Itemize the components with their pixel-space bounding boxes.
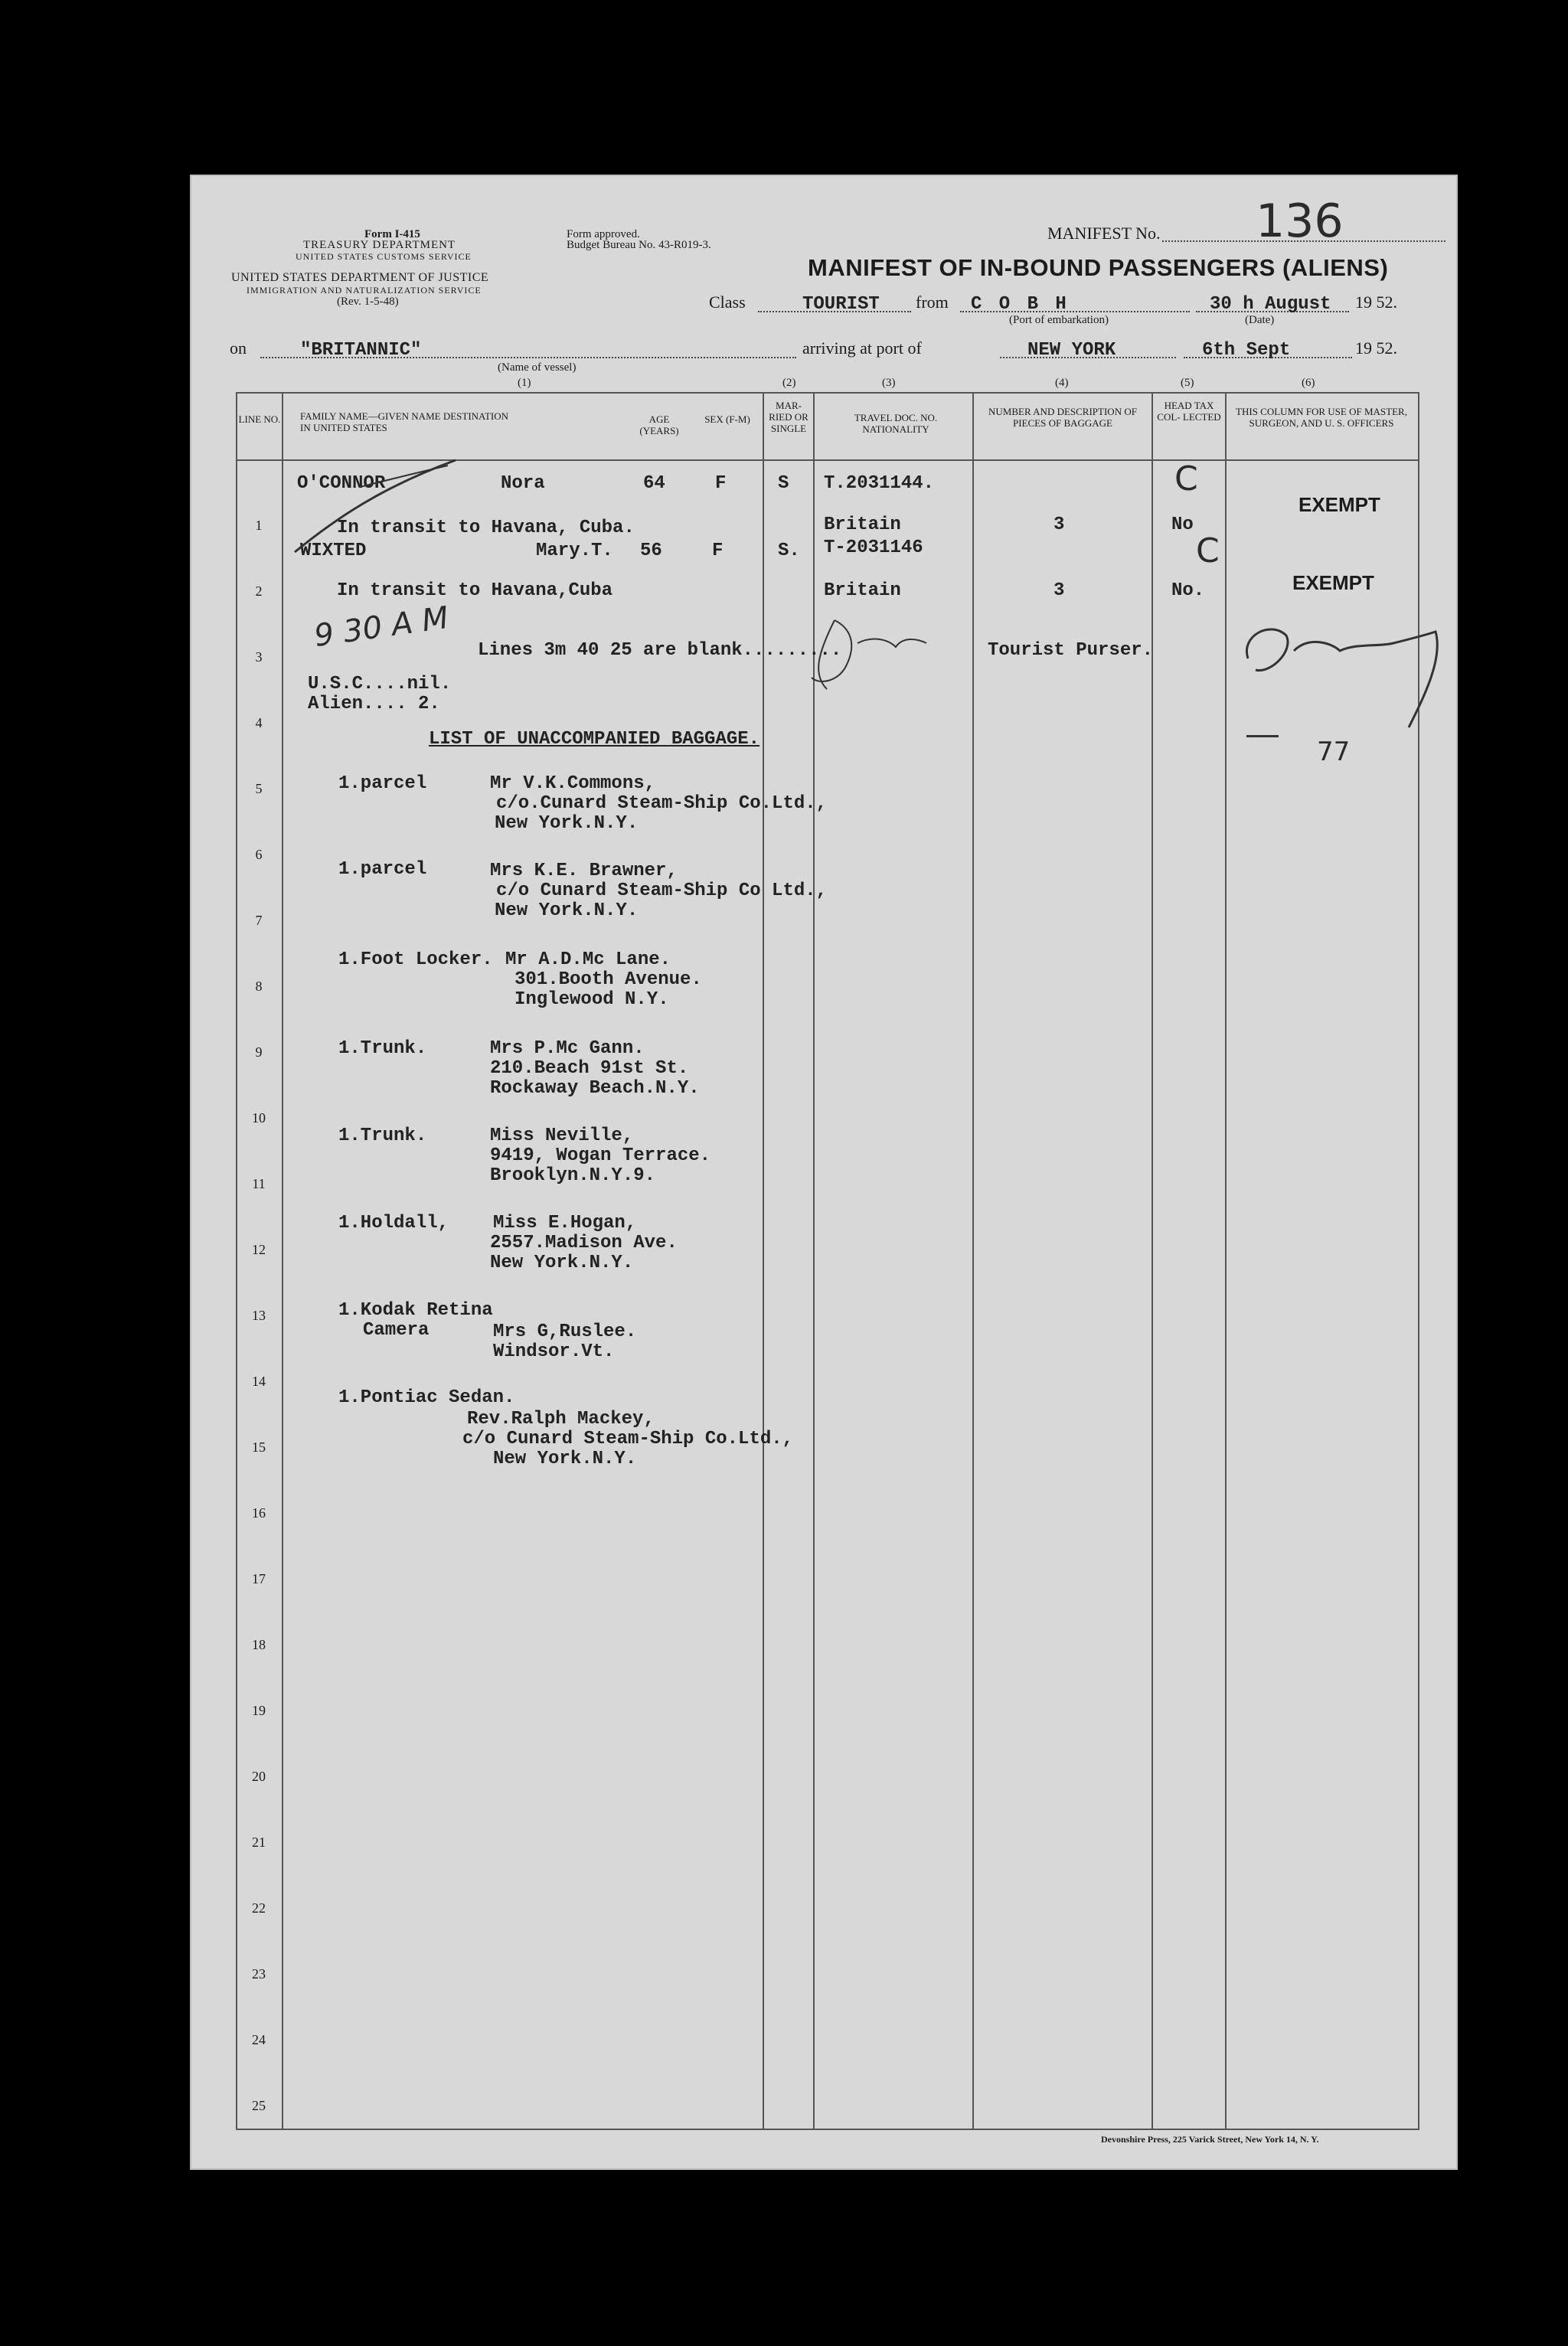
column-number: (5)	[1181, 377, 1194, 389]
printer-imprint: Devonshire Press, 225 Varick Street, New York 14, N. Y.	[1101, 2134, 1319, 2145]
head-tax-mark: C	[1174, 459, 1198, 498]
line-number: 9	[255, 1044, 263, 1060]
baggage-owner: Rev.Ralph Mackey,	[467, 1409, 655, 1429]
baggage-address: 301.Booth Avenue.	[514, 969, 702, 990]
year-1: 19 52.	[1355, 292, 1397, 312]
baggage-address: 210.Beach 91st St.	[490, 1058, 689, 1079]
baggage-address: Brooklyn.N.Y.9.	[490, 1165, 656, 1186]
handwritten-time: 9 30 A M	[312, 600, 451, 655]
line-number: 11	[252, 1176, 266, 1191]
baggage-address: New York.N.Y.	[493, 1449, 637, 1469]
from-label: from	[916, 292, 949, 312]
baggage-address: Windsor.Vt.	[493, 1341, 615, 1362]
baggage-item: Camera	[363, 1320, 430, 1341]
baggage-owner: Mrs K.E. Brawner,	[490, 861, 678, 881]
form-title: MANIFEST OF IN-BOUND PASSENGERS (ALIENS)	[808, 254, 1389, 281]
line-number: 15	[252, 1439, 266, 1455]
transit-note: In transit to Havana, Cuba.	[337, 518, 635, 538]
embarkation-date: 30 h August	[1210, 294, 1331, 315]
vessel-name: "BRITANNIC"	[300, 340, 422, 361]
baggage-item: 1.Foot Locker.	[338, 949, 493, 970]
pen-stroke	[291, 456, 459, 556]
transit-note: In transit to Havana,Cuba	[337, 580, 613, 601]
arrival-port: NEW YORK	[1027, 340, 1116, 361]
line-number: 3	[255, 649, 263, 665]
passenger-family-name: WIXTED	[300, 541, 367, 561]
column-number: (4)	[1055, 377, 1069, 389]
col-travel-doc: TRAVEL DOC. NO. NATIONALITY	[854, 412, 938, 435]
baggage-heading: LIST OF UNACCOMPANIED BAGGAGE.	[429, 729, 760, 750]
col-baggage: NUMBER AND DESCRIPTION OF PIECES OF BAGGAGE	[988, 406, 1137, 429]
form-revision: (Rev. 1-5-48)	[337, 296, 399, 308]
col-married: MAR- RIED OR SINGLE	[769, 400, 808, 434]
line-number: 19	[252, 1703, 266, 1718]
manifest-number: 136	[1256, 194, 1344, 248]
passenger-travel-doc: T-2031146	[824, 537, 923, 558]
manifest-label: MANIFEST No.	[1047, 224, 1161, 243]
baggage-owner: Mrs G,Ruslee.	[493, 1322, 637, 1342]
column-number: (6)	[1302, 377, 1315, 389]
line-number: 18	[252, 1637, 266, 1652]
baggage-owner: Miss E.Hogan,	[493, 1213, 637, 1233]
passenger-age: 56	[640, 541, 662, 561]
officer-dash	[1246, 735, 1279, 737]
line-number: 21	[252, 1835, 266, 1850]
arriving-label: arriving at port of	[802, 338, 922, 358]
baggage-item: 1.Pontiac Sedan.	[338, 1387, 515, 1408]
passenger-sex: F	[715, 473, 727, 494]
passenger-family-name: O'CONNOR	[297, 473, 386, 494]
passenger-marital: S	[778, 473, 789, 494]
column-number: (2)	[782, 377, 796, 389]
passenger-given-name: Mary.T.	[536, 541, 613, 561]
class-value: TOURIST	[802, 294, 880, 315]
blank-lines-note: Lines 3m 40 25 are blank.........	[478, 640, 842, 661]
officer-mark: 77	[1317, 737, 1351, 767]
form-approved: Form approved.	[567, 228, 640, 240]
baggage-item: 1.Trunk.	[338, 1038, 427, 1059]
head-tax-value: No.	[1171, 580, 1205, 601]
binder-hole	[150, 1597, 185, 1640]
binder-hole	[153, 2040, 188, 2083]
binder-hole	[150, 1490, 185, 1533]
baggage-item: 1.Trunk.	[338, 1126, 427, 1146]
col-age: AGE (YEARS)	[639, 413, 679, 436]
line-number: 7	[255, 913, 263, 928]
line-number: 6	[255, 847, 263, 862]
baggage-address: New York.N.Y.	[495, 813, 639, 834]
passenger-nationality: Britain	[824, 580, 901, 601]
treasury-department: TREASURY DEPARTMENT	[303, 239, 456, 251]
baggage-address: c/o.Cunard Steam-Ship Co.Ltd.,	[496, 793, 828, 814]
line-number: 25	[252, 2098, 266, 2113]
head-tax-value: No	[1171, 515, 1194, 535]
column-number: (1)	[518, 377, 531, 389]
passenger-marital: S.	[778, 541, 800, 561]
line-number: 4	[255, 715, 263, 730]
baggage-pieces: 3	[1054, 515, 1065, 535]
baggage-address: New York.N.Y.	[495, 900, 639, 921]
vessel-caption: (Name of vessel)	[498, 361, 577, 374]
baggage-address: 2557.Madison Ave.	[490, 1233, 678, 1253]
baggage-address: c/o Cunard Steam-Ship Co.Ltd.,	[462, 1429, 794, 1449]
binder-hole	[150, 1929, 185, 1972]
budget-bureau: Budget Bureau No. 43-R019-3.	[567, 239, 711, 251]
col-line-no: LINE NO.	[238, 413, 281, 425]
column-number: (3)	[882, 377, 896, 389]
baggage-owner: Mr A.D.Mc Lane.	[505, 949, 671, 970]
line-number: 13	[252, 1308, 266, 1323]
passenger-given-name: Nora	[501, 473, 545, 494]
passenger-age: 64	[643, 473, 665, 494]
binder-hole	[141, 341, 176, 384]
line-number: 12	[252, 1242, 266, 1257]
baggage-address: c/o Cunard Steam-Ship Co Ltd.,	[496, 881, 828, 901]
baggage-item: 1.parcel	[338, 773, 427, 794]
passenger-nationality: Britain	[824, 515, 901, 535]
head-tax-mark: C	[1196, 531, 1220, 570]
year-2: 19 52.	[1355, 338, 1397, 358]
baggage-address: Rockaway Beach.N.Y.	[490, 1078, 700, 1099]
binder-hole	[135, 230, 170, 273]
port-of-embarkation: C O B H	[971, 294, 1070, 315]
on-label: on	[230, 338, 247, 358]
line-number: 22	[252, 1900, 266, 1916]
line-number: 14	[252, 1374, 266, 1389]
usc-total: U.S.C....nil.	[308, 674, 452, 694]
ins: IMMIGRATION AND NATURALIZATION SERVICE	[247, 285, 482, 296]
line-number: 20	[252, 1769, 266, 1784]
line-number: 24	[252, 2032, 266, 2047]
alien-total: Alien.... 2.	[308, 694, 440, 714]
officer-exempt-stamp: EXEMPT	[1298, 493, 1380, 516]
line-number: 2	[255, 583, 263, 599]
line-number: 10	[252, 1110, 266, 1126]
officer-exempt-stamp: EXEMPT	[1292, 571, 1374, 594]
customs-service: UNITED STATES CUSTOMS SERVICE	[296, 251, 472, 262]
col-name: FAMILY NAME—GIVEN NAME DESTINATION IN UNITED STATES	[300, 410, 509, 433]
baggage-pieces: 3	[1054, 580, 1065, 601]
passenger-sex: F	[712, 541, 724, 561]
port-caption: (Port of embarkation)	[1009, 314, 1109, 326]
line-number: 5	[255, 781, 263, 796]
purser-signature	[804, 605, 934, 697]
col-head-tax: HEAD TAX COL- LECTED	[1157, 400, 1221, 423]
baggage-item: 1.Kodak Retina	[338, 1300, 493, 1321]
date-caption: (Date)	[1245, 314, 1275, 326]
baggage-owner: Mr V.K.Commons,	[490, 773, 656, 794]
arrival-date: 6th Sept	[1202, 340, 1291, 361]
baggage-address: Inglewood N.Y.	[514, 989, 669, 1010]
class-label: Class	[709, 292, 746, 312]
binder-hole	[141, 1164, 176, 1207]
baggage-owner: Mrs P.Mc Gann.	[490, 1038, 645, 1059]
line-number: 16	[252, 1505, 266, 1521]
department-of-justice: UNITED STATES DEPARTMENT OF JUSTICE	[231, 271, 489, 284]
line-number: 8	[255, 979, 263, 994]
baggage-address: 9419, Wogan Terrace.	[490, 1145, 711, 1166]
line-number: 1	[255, 518, 263, 533]
line-number: 17	[252, 1571, 266, 1586]
col-officers: THIS COLUMN FOR USE OF MASTER, SURGEON, AND U. S. OFFICERS	[1236, 406, 1407, 429]
baggage-address: New York.N.Y.	[490, 1253, 634, 1273]
passenger-travel-doc: T.2031144.	[824, 473, 935, 494]
baggage-owner: Miss Neville,	[490, 1126, 634, 1146]
officer-signature	[1225, 605, 1447, 735]
form-number: Form I-415	[364, 228, 420, 240]
baggage-item: 1.Holdall,	[338, 1213, 449, 1233]
col-sex: SEX (F-M)	[704, 413, 750, 425]
purser-title: Tourist Purser.	[988, 640, 1154, 661]
baggage-item: 1.parcel	[338, 859, 427, 880]
line-number: 23	[252, 1966, 266, 1982]
